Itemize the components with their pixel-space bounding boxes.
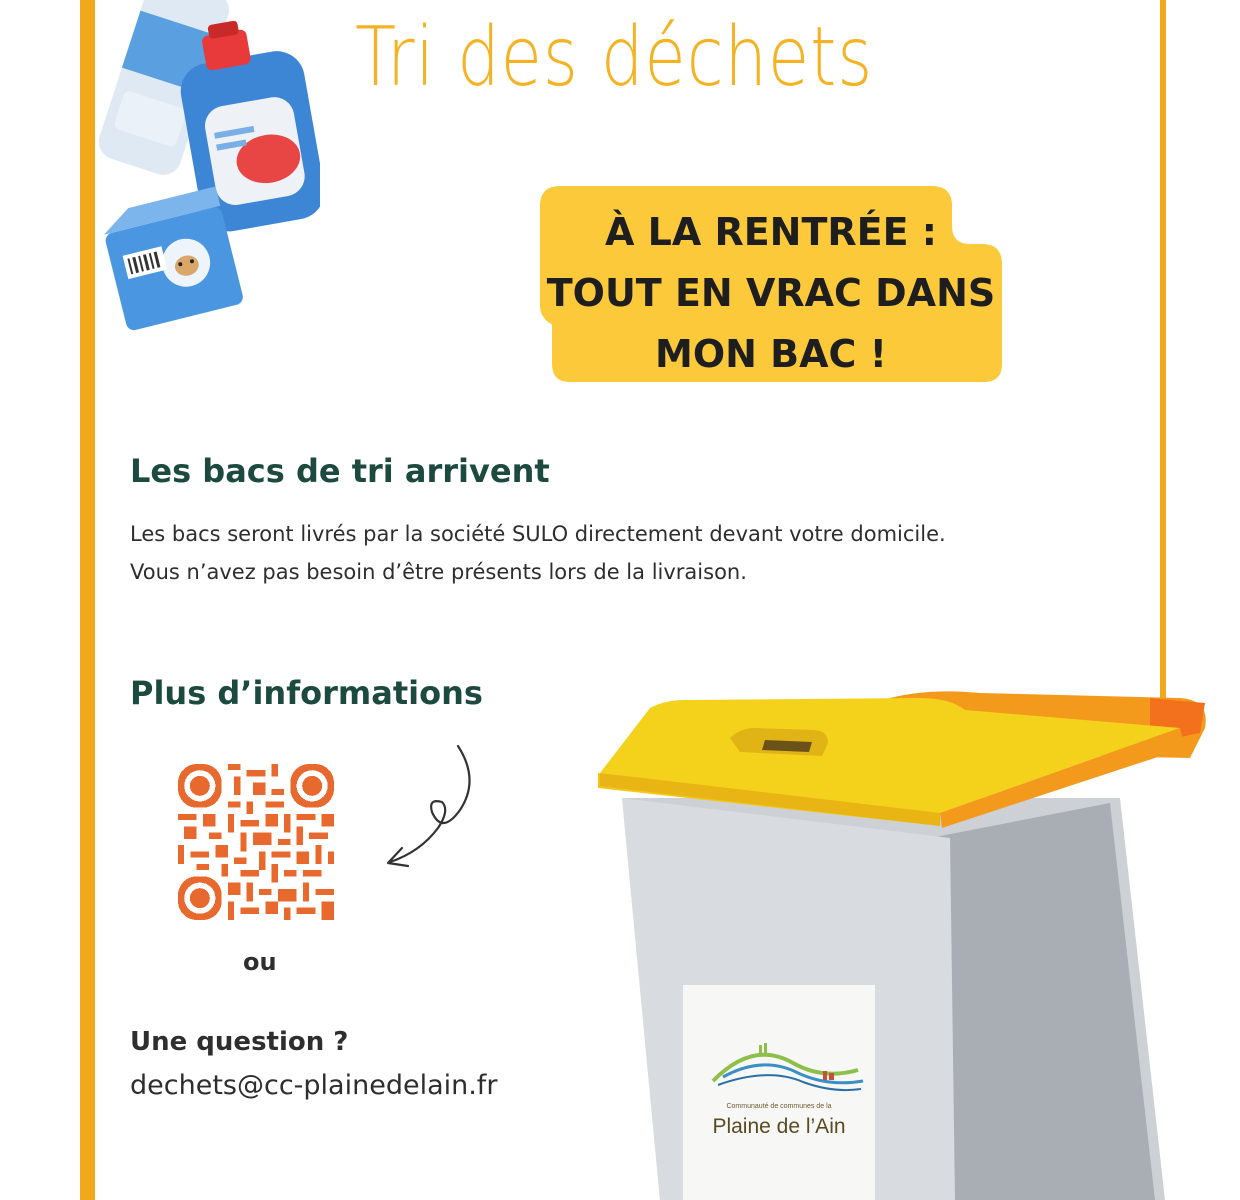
question-label: Une question ? <box>130 1027 349 1057</box>
body-line-1: Les bacs seront livrés par la société SULO directement devant votre domicile. <box>130 522 946 546</box>
section-heading-bins: Les bacs de tri arrivent <box>130 452 550 490</box>
page-frame-right <box>1160 0 1166 700</box>
recycling-bottles-icon <box>70 0 320 345</box>
logo-name: Plaine de l’Ain <box>712 1115 846 1138</box>
or-label: ou <box>243 948 277 976</box>
plaine-de-lain-logo <box>683 985 875 1200</box>
logo-tagline: Communauté de communes de la <box>726 1103 832 1110</box>
announcement-badge <box>540 186 1002 382</box>
curved-arrow-icon <box>380 740 490 875</box>
section-heading-info: Plus d’informations <box>130 674 483 712</box>
badge-line-2: TOUT EN VRAC DANS <box>546 271 996 315</box>
page-title: Tri des déchets <box>355 10 874 105</box>
qr-code[interactable] <box>178 764 334 920</box>
contact-email-link[interactable]: dechets@cc-plainedelain.fr <box>130 1070 498 1101</box>
badge-line-1: À LA RENTRÉE : <box>604 210 938 254</box>
body-line-2: Vous n’avez pas besoin d’être présents lors de la livraison. <box>130 560 747 584</box>
section-body-bins <box>130 515 1130 591</box>
badge-line-3: MON BAC ! <box>655 332 887 376</box>
logo-hills-icon <box>683 985 875 1105</box>
